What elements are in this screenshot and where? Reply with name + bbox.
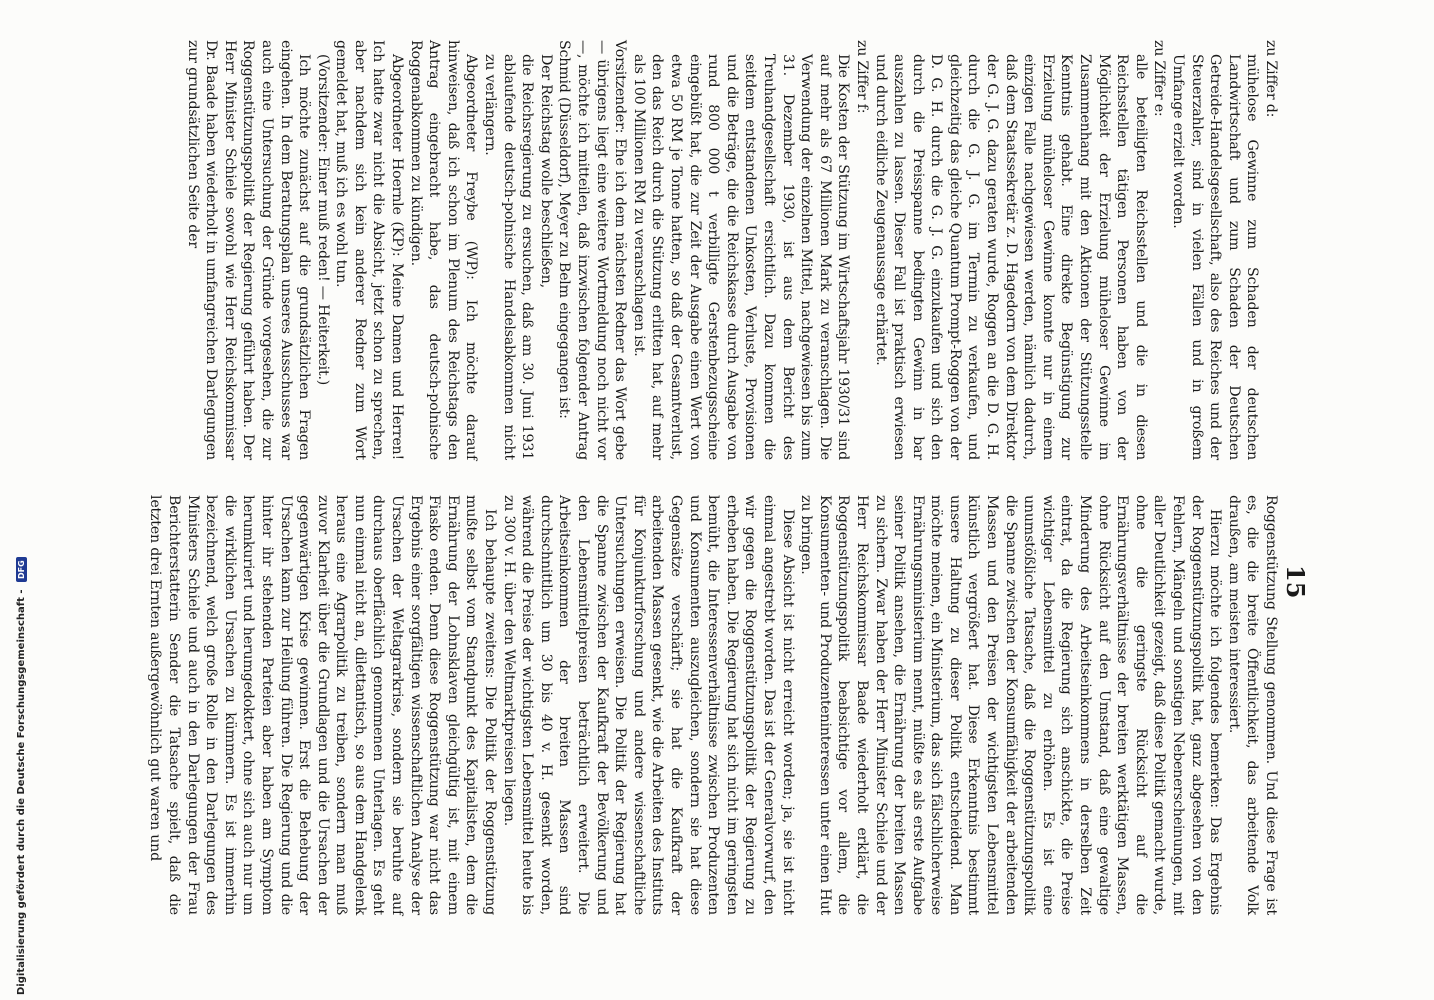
dfg-logo: DFG bbox=[16, 557, 27, 582]
paragraph: Abgeordneter Freybe (WP): Ich möchte darauf hinweisen, daß ich schon im Plenum des Reichstags den Antrag eingebracht habe, das deutsch-polnische Roggenabkommen zu kündigen. bbox=[407, 40, 480, 460]
paragraph: alle beteiligten Reichsstellen und die in diesen Reichsstellen tätigen Personen haben von der Möglichkeit der Erzielung müheloser Gewinne im Zusammenhang mit den Aktionen der Stützungsstelle Kenntnis gehabt. Eine direkte Begünstigung zur Erzielung müheloser Gewinne konnte nur in einem einzigen Falle nachgewiesen werden, nämlich dadurch, daß dem Staatssekretär z. D. Hagedorn von dem Direktor der G. J. G. dazu geraten wurde, Roggen an die D. G. H. durch die G. J. G. im Termin zu verkaufen, und gleichzeitig das gleiche Quantum Prompt-Roggen von der D. G. H. durch die G. J. G. einzukaufen und sich den durch die Preisspanne bedingten Gewinn in bar auszahlen zu lassen. Dieser Fall ist praktisch erwiesen und durch eidliche Zeugenaussage erhärtet. bbox=[872, 54, 1149, 460]
right-text-column bbox=[146, 495, 1280, 915]
rotated-document-page bbox=[60, 40, 1310, 960]
paragraph: Ich behaupte zweitens: Die Politik der Roggenstützung mußte selbst vom Standpunkt des Kapitalisten, dem die Ernährung der Lohnsklaven gleichgültig ist, mit einem Fiasko enden. Denn diese Roggenstützung war nicht das Ergebnis einer sorgfältigen wissenschaftlichen Analyse der Ursachen der Weltagrarkrise, sondern sie beruhte auf durchaus oberflächlich genommenen Unterlagen. Es geht nun einmal nicht an, dilettantisch, so aus dem Handgelenk heraus eine Agrarpolitik zu treiben, sondern man muß zuvor Klarheit über die Grundlagen und die Ursachen der gegenwärtigen Krise gewinnen. Erst die Behebung der Ursachen kann zur Heilung führen. Die Regierung und die hinter ihr stehenden Parteien aber haben am Symptom herumkuriert und herumgedoktert, ohne sich auch nur um die wirklichen Ursachen zu kümmern. Es ist immerhin bezeichnend, welch große Rolle in den Darlegungen des Ministers Schiele und auch in den Darlegungen der Frau Berichterstatterin Sender die Tatsache spielt, daß die letzten drei Ernten außergewöhnlich gut waren und bbox=[147, 495, 499, 915]
paragraph: zu Ziffer f: bbox=[853, 40, 870, 114]
digitization-footer bbox=[16, 557, 27, 995]
paragraph: zu Ziffer d: bbox=[1263, 40, 1279, 118]
left-text-column bbox=[183, 40, 1280, 460]
paragraph: Der Reichstag wolle beschließen, bbox=[537, 54, 554, 288]
paragraph: mühelose Gewinne zum Schaden der deutschen Landwirtschaft und zum Schaden der Deutschen Getreide-Handelsgesellschaft, also des Reiches und der Steuerzahler, sind in vielen Fällen und in großem Umfange erzielt worden. bbox=[1170, 54, 1261, 460]
paragraph: die Reichsregierung zu ersuchen, daß am 30. Juni 1931 ablaufende deutsch-polnische Handelsabkommen nicht zu verlängern. bbox=[482, 54, 536, 460]
page-number: 15 bbox=[1281, 565, 1310, 599]
paragraph: Abgeordneter Hoernle (KP): Meine Damen und Herren! Ich hatte zwar nicht die Absicht, jetzt schon zu sprechen, aber nachdem sich kein anderer Redner zum Wort gemeldet hat, muß ich es wohl tun. bbox=[333, 40, 406, 460]
paragraph: Hierzu möchte ich folgendes bemerken: Das Ergebnis der Roggenstützungspolitik hat, ganz abgesehen von den Fehlern, Mängeln und sonstigen Nebenerscheinungen, mit aller Deutlichkeit gezeigt, daß diese Politik gemacht wurde, ohne die geringste Rücksicht auf die Ernährungsverhältnisse der breiten werktätigen Massen, ohne Rücksicht auf den Umstand, daß eine gewaltige Minderung des Arbeitseinkommens in derselben Zeit eintrat, da die Regierung sich anschickte, die Preise wichtiger Lebensmittel zu erhöhen. Es ist eine unumstößliche Tatsache, daß die Roggenstützungspolitik die Spanne zwischen der Konsumfähigkeit der arbeitenden Massen und den Preisen der wichtigsten Lebensmittel künstlich vergrößert hat. Diese Erkenntnis bestimmt unsere Haltung zu dieser Politik entscheidend. Man möchte meinen, ein Ministerium, das sich fälschlicherweise Ernährungsministerium nennt, müßte es als erste Aufgabe seiner Politik ansehen, die Ernährung der breiten Massen zu sichern. Zwar haben der Herr Minister Schiele und der Herr Reichskommissar Baade wiederholt erklärt, die Roggenstützungspolitik beabsichtige vor allem, die Konsumenten- und Produzenteninteressen unter einen Hut zu bringen. bbox=[798, 495, 1224, 915]
paragraph: Diese Absicht ist nicht erreicht worden; ja, sie ist nicht einmal angestrebt worden. Das ist der Generalvorwurf, den wir gegen die Roggenstützungspolitik der Regierung zu erheben haben. Die Regierung hat sich nicht im geringsten bemüht, die Interessenverhältnisse zwischen Produzenten und Konsumenten auszugleichen, sondern sie hat diese Gegensätze verschärft; sie hat die Kaufkraft der arbeitenden Massen gesenkt, wie die Arbeiten des Instituts für Konjunkturforschung und andere wissenschaftliche Untersuchungen erweisen. Die Politik der Regierung hat die Spanne zwischen der Kaufkraft der Bevölkerung und den Lebensmittelpreisen beträchtlich erweitert. Die Arbeitseinkommen der breiten Massen sind durchschnittlich um 30 bis 40 v. H. gesenkt worden, während die Preise der wichtigsten Lebensmittel heute bis zu 300 v. H. über den Weltmarktpreisen liegen. bbox=[500, 495, 796, 915]
paragraph: (Vorsitzender: Einer muß reden! — Heiterkeit.) bbox=[314, 54, 331, 386]
paragraph: zu Ziffer e: bbox=[1151, 40, 1168, 117]
paragraph: Vorsitzender: Ehe ich dem nächsten Redner das Wort gebe — übrigens liegt eine weitere Wortmeldung noch nicht vor —, möchte ich mitteilen, daß inzwischen folgender Antrag Schmid (Düsseldorf), Meyer zu Belm eingegangen ist: bbox=[556, 40, 629, 460]
paragraph: Roggenstützung Stellung genommen. Und diese Frage ist es, die die breite Öffentlichkeit, das arbeitende Volk draußen, am meisten interessiert. bbox=[1225, 495, 1279, 915]
footer-text: Digitalisierung gefördert durch die Deutsche Forschungsgemeinschaft - bbox=[16, 589, 27, 995]
paragraph: Ich möchte zunächst auf die grundsätzlichen Fragen eingehen. In dem Beratungsplan unseres Ausschusses war auch eine Untersuchung der Gründe vorgesehen, die zur Roggenstützungspolitik der Regierung geführt haben. Der Herr Minister Schiele sowohl wie Herr Reichskommissar Dr. Baade haben wiederholt in umfangreichen Darlegungen zur grundsätzlichen Seite der bbox=[184, 40, 313, 460]
paragraph: Die Kosten der Stützung im Wirtschaftsjahr 1930/31 sind auf mehr als 67 Millionen Mark zu veranschlagen. Die Verwendung der einzelnen Mittel, nachgewiesen bis zum 31. Dezember 1930, ist aus dem Bericht des Treuhandgesellschaft ersichtlich. Dazu kommen die seitdem entstandenen Unkosten, Verluste, Provisionen und die Beträge, die die Reichskasse durch Ausgabe von rund 800 000 t verbilligte Gerstenbezugsscheine eingebüßt hat, die zur Zeit der Ausgabe einen Wert von etwa 50 RM je Tonne hatten, so daß der Gesamtverlust, den das Reich durch die Stützung erlitten hat, auf mehr als 100 Millionen RM zu veranschlagen ist. bbox=[630, 54, 852, 460]
